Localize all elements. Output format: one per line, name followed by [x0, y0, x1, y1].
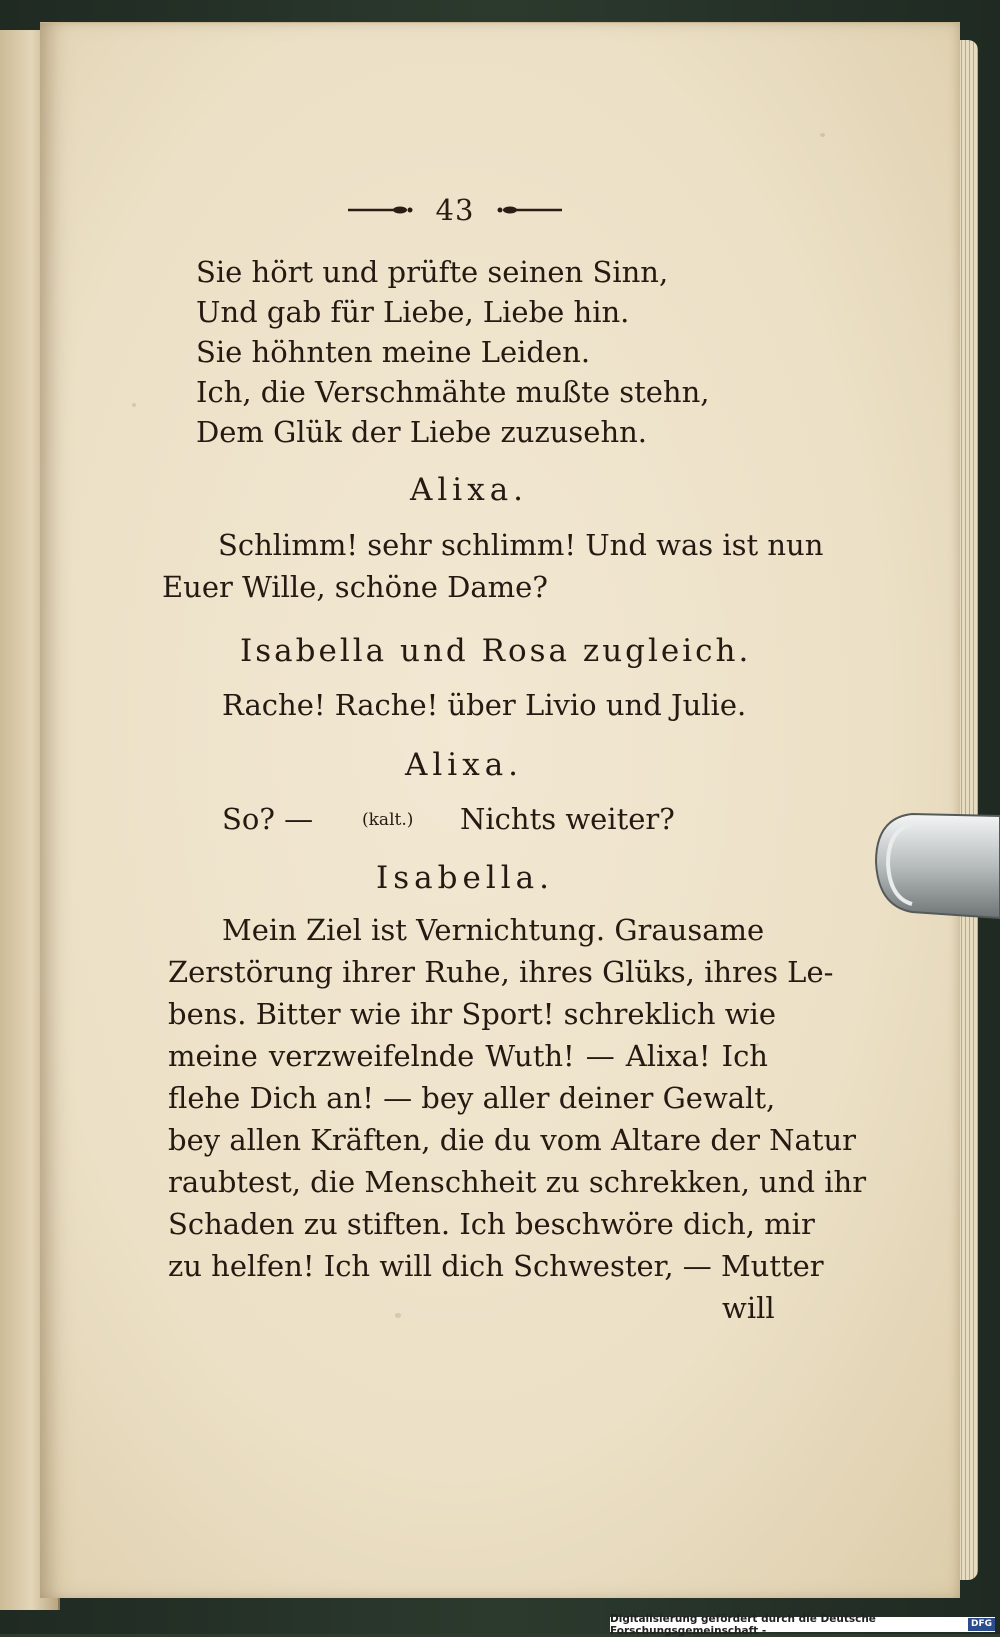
page-header: [325, 190, 585, 230]
speaker-heading: Alixa.: [405, 747, 524, 783]
catchword: will: [722, 1291, 775, 1325]
prose-line: Schaden zu stiften. Ich beschwöre dich, mir: [168, 1207, 815, 1241]
verse-line: Sie höhnten meine Leiden.: [196, 335, 591, 369]
dfg-logo: DFG: [968, 1618, 995, 1631]
prose-line: bey allen Kräften, die du vom Altare der Natur: [168, 1123, 857, 1157]
prose-line: raubtest, die Menschheit zu schrekken, und ihr: [168, 1165, 867, 1199]
paper-spot: [820, 133, 825, 137]
footer-bar: [610, 1612, 995, 1637]
verse-line: Dem Glük der Liebe zuzusehn.: [196, 415, 648, 449]
stage-direction: (kalt.): [362, 810, 414, 830]
metal-clip-icon: [872, 812, 1000, 920]
prose-line: flehe Dich an! — bey aller deiner Gewalt,: [168, 1081, 776, 1115]
verse-line: Sie hört und prüfte seinen Sinn,: [196, 255, 669, 289]
ornament-right-icon: [496, 205, 562, 215]
page-number: 43: [435, 193, 475, 227]
footer-credit: Digitalisierung gefördert durch die Deutsche Forschungsgemeinschaft -: [610, 1612, 876, 1637]
dialogue-line-start: So? —: [222, 802, 314, 836]
verse-line: Und gab für Liebe, Liebe hin.: [196, 295, 630, 329]
speaker-heading: Isabella.: [376, 860, 554, 896]
dialogue-line: Euer Wille, schöne Dame?: [162, 570, 548, 604]
prose-line: Zerstörung ihrer Ruhe, ihres Glüks, ihres Le-: [168, 955, 834, 989]
verse-line: Ich, die Verschmähte mußte stehn,: [196, 375, 710, 409]
prose-line: zu helfen! Ich will dich Schwester, — Mutter: [168, 1249, 824, 1283]
prose-line: meine verzweifelnde Wuth! — Alixa! Ich: [168, 1039, 768, 1073]
dialogue-line: Rache! Rache! über Livio und Julie.: [222, 688, 747, 722]
ornament-left-icon: [348, 205, 414, 215]
prose-line: bens. Bitter wie ihr Sport! schreklich wie: [168, 997, 776, 1031]
paper-spot: [132, 403, 136, 407]
dialogue-line: Schlimm! sehr schlimm! Und was ist nun: [218, 528, 824, 562]
speaker-heading: Isabella und Rosa zugleich.: [240, 633, 752, 669]
dialogue-line-end: Nichts weiter?: [460, 802, 675, 836]
paper-spot: [395, 1313, 401, 1318]
prose-line: Mein Ziel ist Vernichtung. Grausame: [222, 913, 765, 947]
speaker-heading: Alixa.: [410, 472, 529, 508]
